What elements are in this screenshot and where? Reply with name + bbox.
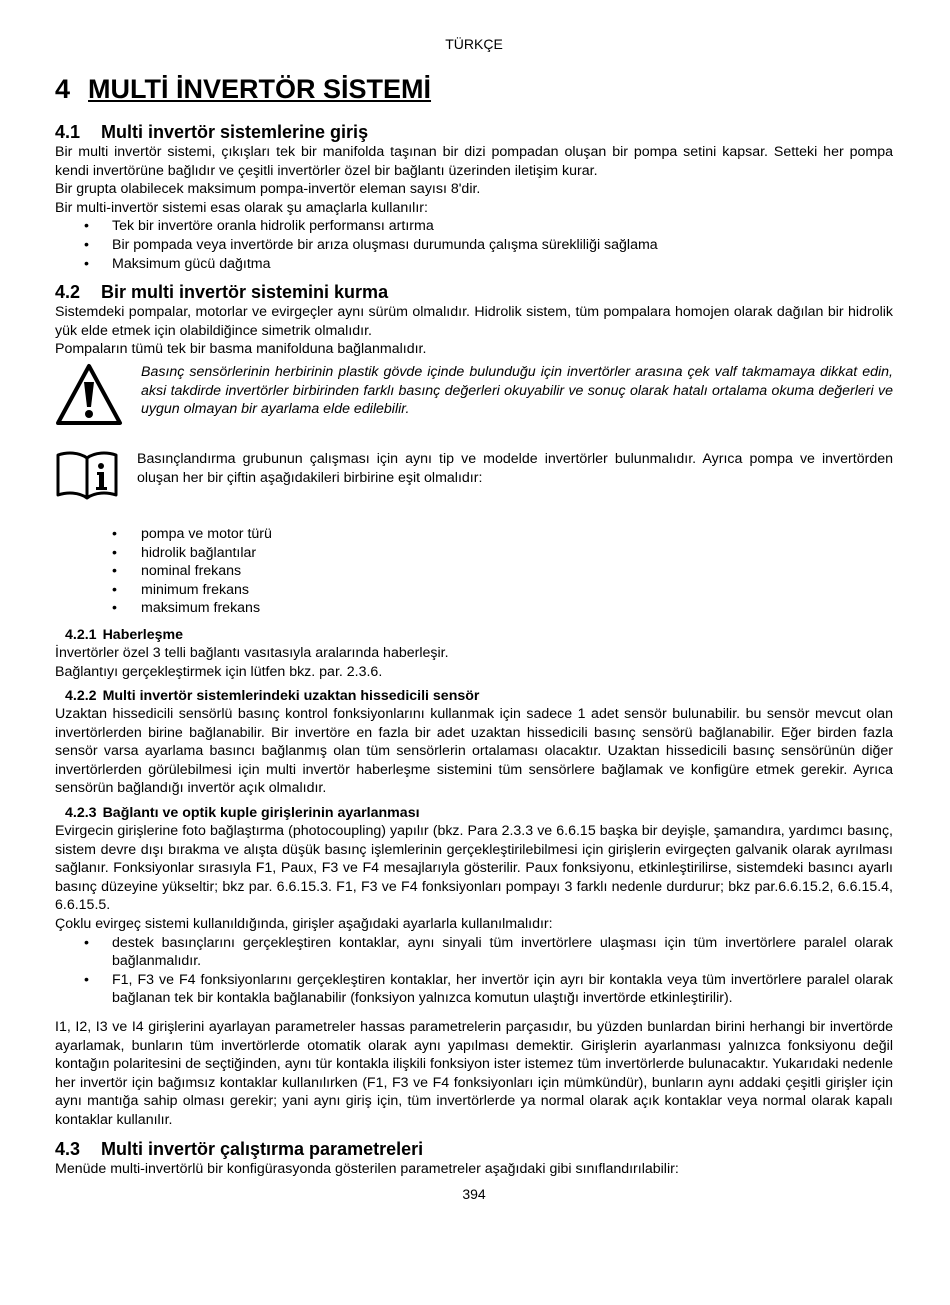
- section-number: 4.1: [55, 122, 81, 142]
- list-item: • pompa ve motor türü: [55, 525, 893, 544]
- list-item: • nominal frekans: [55, 562, 893, 581]
- section-4-2-1-heading: [65, 626, 893, 644]
- chapter-title: MULTİ İNVERTÖR SİSTEMİ: [88, 74, 432, 104]
- list-item: • destek basınçlarını gerçekleştiren kontaklar, aynı sinyali tüm invertörlere ulaşması için tüm invertörlere paralel olarak bağlanmalıdır.: [55, 934, 893, 971]
- section-number: 4.3: [55, 1138, 81, 1159]
- section-number: 4.2.2: [65, 688, 97, 705]
- section-title: Bağlantı ve optik kuple girişlerinin ayarlanması: [102, 805, 420, 822]
- warning-note: [55, 363, 893, 432]
- paragraph: Çoklu evirgeç sistemi kullanıldığında, girişler aşağıdaki ayarlarla kullanılmalıdır:: [55, 916, 553, 933]
- manual-info-icon: [55, 450, 137, 505]
- list-item: • hidrolik bağlantılar: [55, 544, 893, 563]
- section-title: Multi invertör sistemlerindeki uzaktan hissedicili sensör: [102, 688, 480, 705]
- section-number: 4.2: [55, 282, 81, 303]
- list-item: • Maksimum gücü dağıtma: [55, 255, 893, 274]
- paragraph: Uzaktan hissedicili sensörlü basınç kontrol fonksiyonlarını kullanmak için sadece 1 adet sensör bulunabilir. bu sensör mevcut olan invertörlerden birine bağlanabilir. Bir invertöre en fazla bir adet uzaktan hissedicili basınç sensörü bağlanabilir. Eğer birden fazla sensör varsa ayarlama basıncı bağlanmış olan tüm sensörlerin ortalaması olacaktır. Uzaktan hissedicili basınç sensörünün diğer invertörlerden görülebilmesi için multi invertör haberleşme sistemini tüm sensörlere bağlamak ve konfigüre etmek gerekir. Ayrıca sensörün bağlandığı invertör açık olmalıdır.: [55, 706, 893, 797]
- language-header: TÜRKÇE: [445, 36, 503, 52]
- chapter-number: 4: [55, 74, 71, 104]
- bullet-list: [55, 217, 893, 273]
- chapter-heading: [55, 72, 893, 106]
- paragraph: İnvertörler özel 3 telli bağlantı vasıtasıyla aralarında haberleşir.: [55, 644, 449, 661]
- section-4-2-2-heading: [65, 687, 893, 705]
- paragraph: I1, I2, I3 ve I4 girişlerini ayarlayan parametreler hassas parametrelerin parçasıdır, bu yüzden bunlardan birini herhangi bir invertörde ayarlamak, bunların tüm invertörlerde otomatik olarak aynı yapılması demektir. Girişlerin ayarlanması yalnızca fonksiyonu değil kontağın polaritesini de seçtiğinden, aynı tür kontakla ilişkili fonksiyon ister istemez tüm invertörlerde bulunacaktır. Yukarıdaki nedenle her invertör için bağımsız kontaklar kullanılırken (F1, F3 ve F4 fonksiyonları için mümkündür), bunların aynı addaki çeşitli girişler için aynı mantığa sahip olması gerekir; yani aynı giriş için, tüm invertörlerde ya normal olarak açık kontaklar veya normal olarak kapalı kontaklar kullanılır.: [55, 1019, 893, 1128]
- document-page: [55, 0, 893, 1202]
- paragraph: Bir multi invertör sistemi, çıkışları tek bir manifolda taşınan bir dizi pompadan oluşan bir pompa setini kapsar. Setteki her pompa kendi invertörüne bağlıdır ve çeşitli invertörler özel bir bağlantı üzerinden iletişim kurar.: [55, 144, 893, 179]
- info-text: Basınçlandırma grubunun çalışması için aynı tip ve modelde invertörler bulunmalıdır. Ayrıca pompa ve invertörden oluşan her bir çiftin aşağıdakileri birbirine eşit olmalıdır:: [137, 450, 893, 486]
- warning-triangle-icon: [55, 363, 141, 432]
- paragraph: Pompaların tümü tek bir basma manifolduna bağlanmalıdır.: [55, 341, 427, 358]
- section-title: Haberleşme: [102, 626, 184, 643]
- paragraph: Evirgecin girişlerine foto bağlaştırma (photocoupling) yapılır (bkz. Para 2.3.3 ve 6.6.15 başka bir deyişle, şamandıra, yardımcı basınç, sistem devre dışı bırakma ve alışta düşük basınç işlemlerinin gerçekleştirilebilmesi için girişlerin evirgeçten galvanik olarak ayrılması sağlanır. Fonksiyonlar sırasıyla F1, Paux, F3 ve F4 mesajlarıyla gösterilir. Paux fonksiyonu, etkinleştirilirse, sistemdeki basıncı ayarlı basınç düzeyine yükseltir; bkz par. 6.6.15.3. F1, F3 ve F4 fonksiyonları pompayı 3 farklı nedenle durdurur; bkz par.6.6.15.2, 6.6.15.4, 6.6.15.5.: [55, 823, 893, 914]
- section-4-1-heading: [55, 121, 893, 143]
- paragraph: Bir multi-invertör sistemi esas olarak şu amaçlarla kullanılır:: [55, 199, 428, 216]
- info-note: [55, 450, 893, 505]
- section-4-3-heading: [55, 1138, 893, 1160]
- section-number: 4.2.1: [65, 626, 97, 643]
- paragraph: Menüde multi-invertörlü bir konfigürasyonda gösterilen parametreler aşağıdaki gibi sınıflandırılabilir:: [55, 1160, 679, 1177]
- list-item: • maksimum frekans: [55, 599, 893, 618]
- warning-text: Basınç sensörlerinin herbirinin plastik gövde içinde bulunduğu için invertörler arasına çek valf takmamaya dikkat edin, aksi takdirde invertörler birbirinden farklı basınç değerleri okuyabilir ve sonuç olarak hatalı ortalama okuma değerleri ve uygun olmayan bir ayarlama elde edilebilir.: [141, 363, 893, 418]
- paragraph: Sistemdeki pompalar, motorlar ve evirgeçler aynı sürüm olmalıdır. Hidrolik sistem, tüm pompalara homojen olarak dağılan bir hidrolik yük elde etmek için olabildiğince simetrik olmalıdır.: [55, 304, 893, 339]
- section-title: Multi invertör sistemlerine giriş: [101, 122, 369, 142]
- page-number: 394: [462, 1186, 486, 1203]
- paragraph: Bağlantıyı gerçekleştirmek için lütfen bkz. par. 2.3.6.: [55, 663, 383, 680]
- list-item: • minimum frekans: [55, 581, 893, 600]
- bullet-list: [55, 934, 893, 1008]
- section-4-2-3-heading: [65, 804, 893, 822]
- section-title: Multi invertör çalıştırma parametreleri: [101, 1138, 424, 1159]
- list-item: • Tek bir invertöre oranla hidrolik performansı artırma: [55, 217, 893, 236]
- paragraph: Bir grupta olabilecek maksimum pompa-invertör eleman sayısı 8'dir.: [55, 181, 481, 198]
- section-title: Bir multi invertör sistemini kurma: [101, 282, 389, 303]
- list-item: • Bir pompada veya invertörde bir arıza oluşması durumunda çalışma sürekliliği sağlama: [55, 236, 893, 255]
- list-item: • F1, F3 ve F4 fonksiyonlarını gerçekleştiren kontaklar, her invertör için ayrı bir kontakla veya tüm invertörlere paralel olarak bağlanan tek bir kontakla bağlanabilir (fonksiyon yalnızca komutun ulaştığı invertörde etkinleştirilir).: [55, 971, 893, 1008]
- section-number: 4.2.3: [65, 805, 97, 822]
- section-4-2-heading: [55, 281, 893, 303]
- bullet-list: [55, 525, 893, 618]
